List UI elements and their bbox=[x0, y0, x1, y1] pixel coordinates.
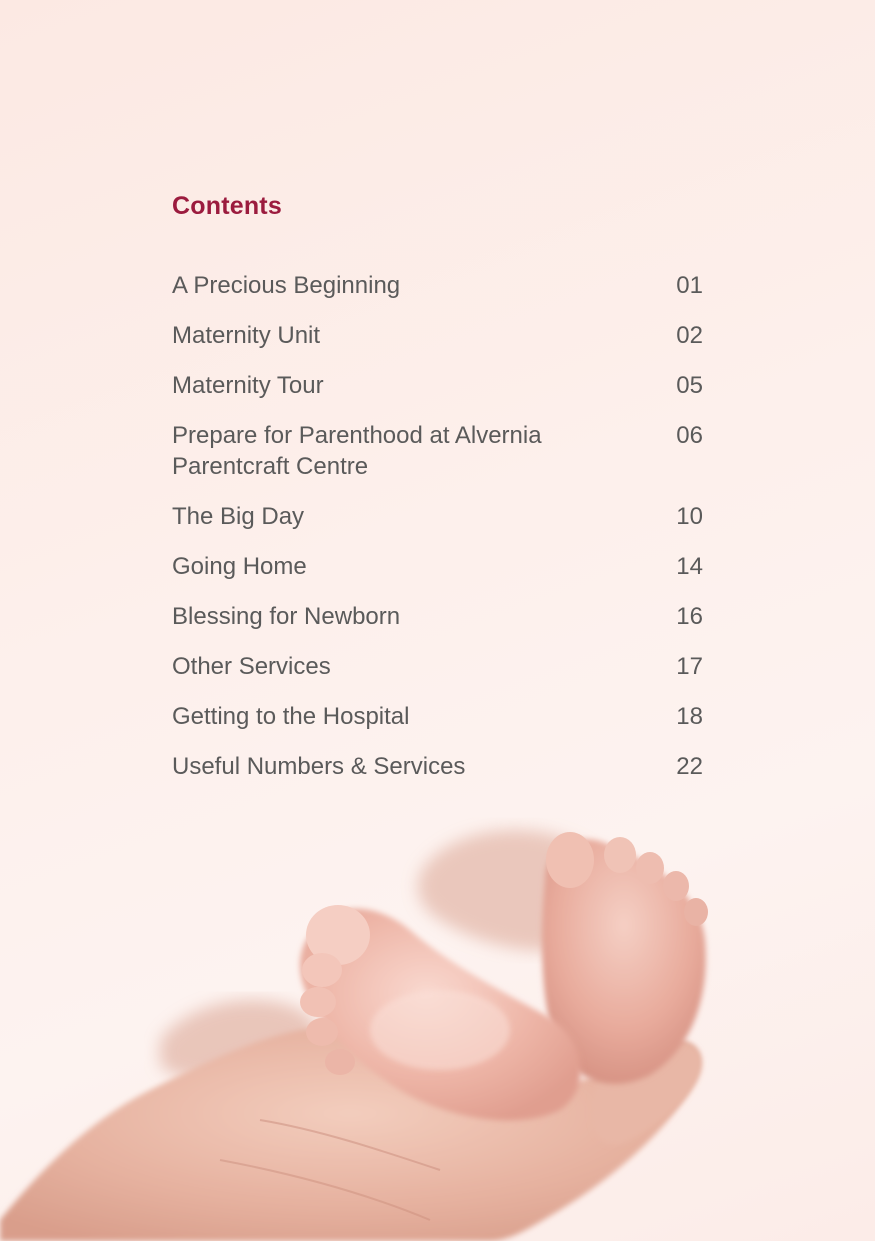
toc-entry-page-number: 16 bbox=[676, 603, 703, 630]
toc-entry-page-number: 01 bbox=[676, 272, 703, 299]
toc-entry-precious-beginning[interactable] bbox=[172, 270, 707, 301]
toc-entry-page-number: 06 bbox=[676, 422, 703, 449]
table-of-contents bbox=[172, 270, 707, 801]
contents-title: Contents bbox=[172, 192, 282, 220]
toc-entry-page-number: 14 bbox=[676, 553, 703, 580]
toc-entry-page-number: 17 bbox=[676, 653, 703, 680]
toc-entry-other-services[interactable] bbox=[172, 651, 707, 682]
toc-entry-going-home[interactable] bbox=[172, 551, 707, 582]
toc-entry-label: Maternity Tour bbox=[172, 372, 324, 399]
toc-entry-page-number: 18 bbox=[676, 703, 703, 730]
toc-entry-label: Maternity Unit bbox=[172, 322, 321, 349]
toc-entry-page-number: 10 bbox=[676, 503, 703, 530]
toc-entry-page-number: 22 bbox=[676, 753, 703, 780]
toc-entry-label: Prepare for Parenthood at Alvernia Parentcraft Centre bbox=[172, 422, 542, 480]
baby-feet-photo bbox=[0, 800, 875, 1241]
toc-entry-maternity-unit[interactable] bbox=[172, 320, 707, 351]
toc-entry-label: Other Services bbox=[172, 653, 331, 680]
toc-entry-label: The Big Day bbox=[172, 503, 305, 530]
toc-entry-label: A Precious Beginning bbox=[172, 272, 401, 299]
toc-entry-label: Getting to the Hospital bbox=[172, 703, 410, 730]
toc-entry-label: Useful Numbers & Services bbox=[172, 753, 466, 780]
toc-entry-useful-numbers[interactable] bbox=[172, 751, 707, 782]
toc-entry-getting-to-hospital[interactable] bbox=[172, 701, 707, 732]
toc-entry-label: Going Home bbox=[172, 553, 307, 580]
toc-entry-blessing-for-newborn[interactable] bbox=[172, 601, 707, 632]
toc-entry-page-number: 02 bbox=[676, 322, 703, 349]
toc-entry-big-day[interactable] bbox=[172, 501, 707, 532]
toc-entry-prepare-for-parenthood[interactable] bbox=[172, 420, 707, 482]
toc-entry-label: Blessing for Newborn bbox=[172, 603, 401, 630]
toc-entry-maternity-tour[interactable] bbox=[172, 370, 707, 401]
toc-entry-page-number: 05 bbox=[676, 372, 703, 399]
